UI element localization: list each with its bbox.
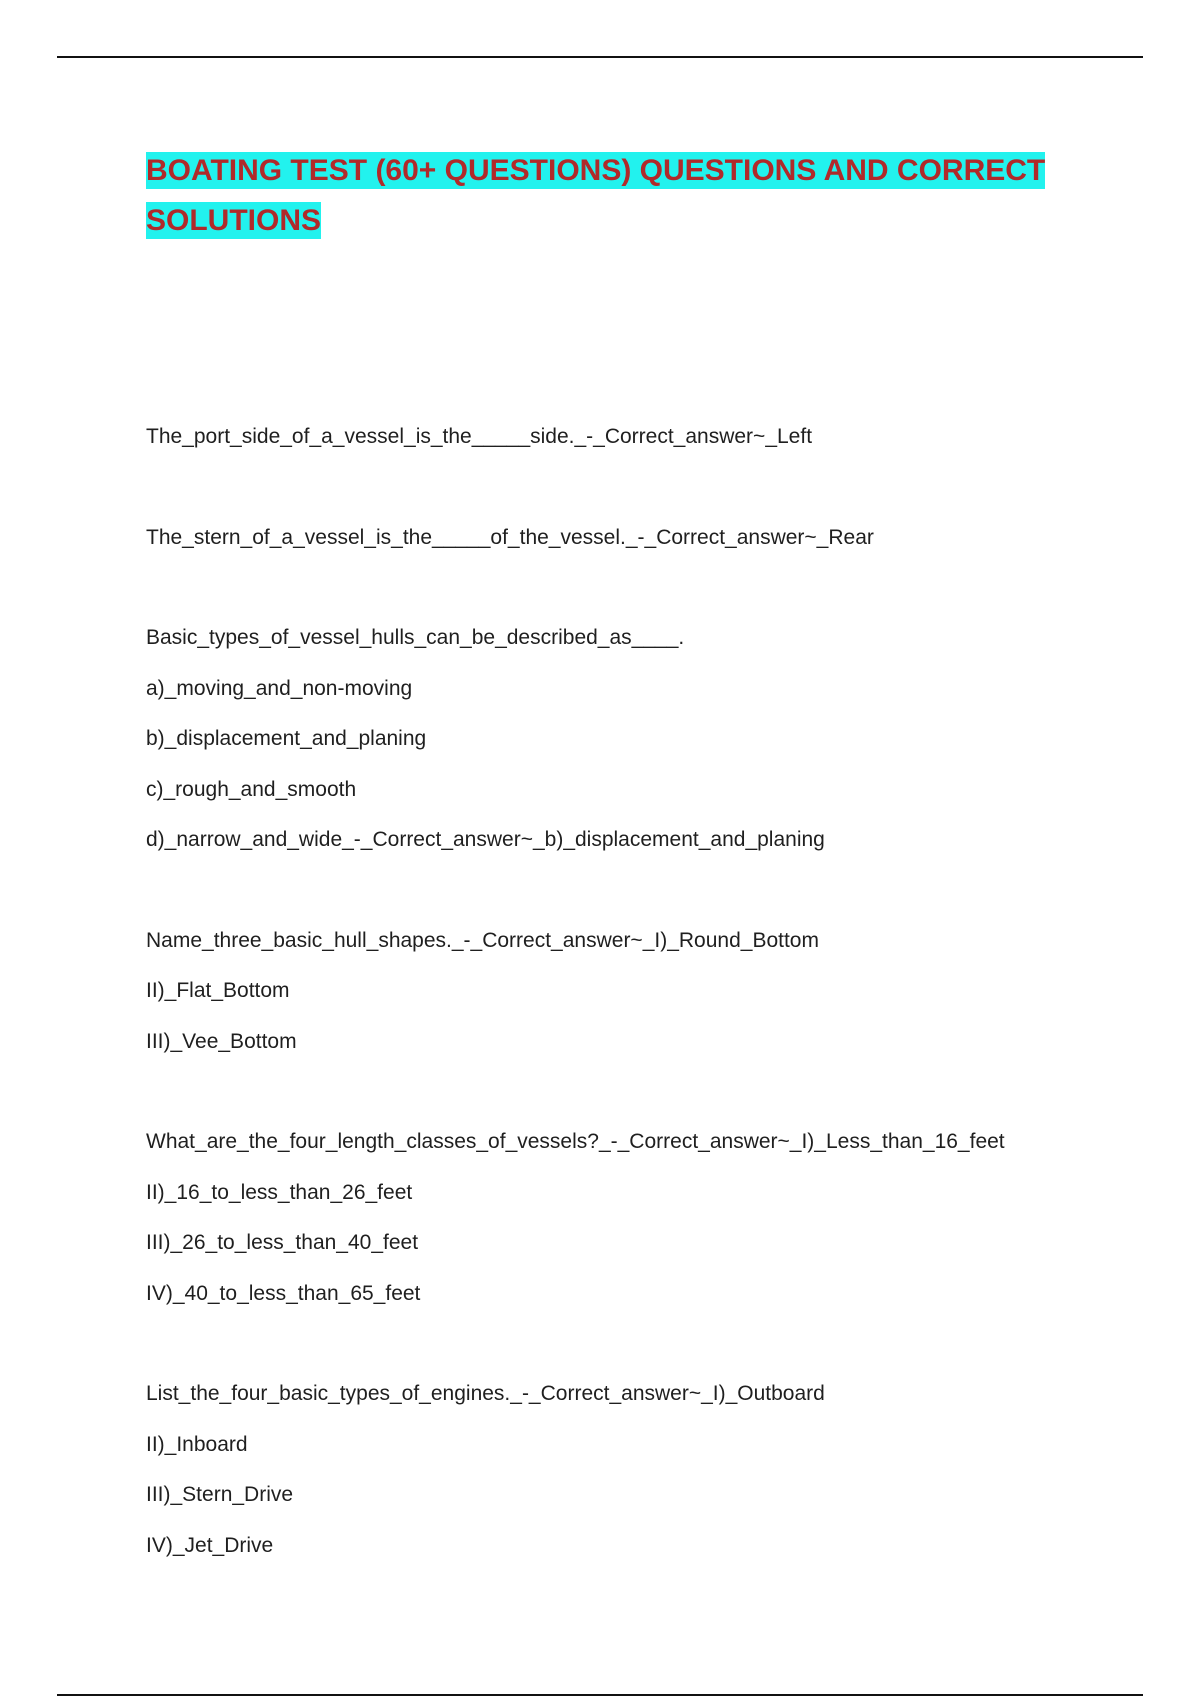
question-line: d)_narrow_and_wide_-_Correct_answer~_b)_displacement_and_planing <box>146 828 825 851</box>
question-list <box>146 412 1106 1621</box>
question-block <box>146 1369 1106 1571</box>
question-text: List_the_four_basic_types_of_engines._-_Correct_answer~_I)_Outboard <box>146 1382 825 1405</box>
question-text: The_stern_of_a_vessel_is_the_____of_the_vessel._-_Correct_answer~_Rear <box>146 525 874 549</box>
question-line: b)_displacement_and_planing <box>146 727 427 750</box>
question-block <box>146 513 1106 564</box>
question-line: III)_Stern_Drive <box>146 1483 294 1506</box>
question-text: What_are_the_four_length_classes_of_vessels?_-_Correct_answer~_I)_Less_than_16_feet <box>146 1130 1005 1153</box>
question-block <box>146 916 1106 1068</box>
question-line: c)_rough_and_smooth <box>146 777 357 801</box>
question-line: II)_Inboard <box>146 1432 248 1456</box>
question-text: Basic_types_of_vessel_hulls_can_be_described_as____. <box>146 626 685 649</box>
question-line: III)_26_to_less_than_40_feet <box>146 1231 419 1254</box>
question-block <box>146 1117 1106 1319</box>
question-line: II)_16_to_less_than_26_feet <box>146 1180 413 1204</box>
header-rule <box>57 56 1143 58</box>
question-line: III)_Vee_Bottom <box>146 1029 297 1053</box>
document-title-text: BOATING TEST (60+ QUESTIONS) QUESTIONS AND CORRECT SOLUTIONS <box>146 154 1046 237</box>
document-title <box>146 146 1046 246</box>
question-block <box>146 613 1106 866</box>
question-block <box>146 412 1106 463</box>
question-text: Name_three_basic_hull_shapes._-_Correct_answer~_I)_Round_Bottom <box>146 928 819 952</box>
footer-rule <box>57 1694 1143 1696</box>
question-line: IV)_Jet_Drive <box>146 1533 274 1557</box>
question-line: II)_Flat_Bottom <box>146 979 290 1002</box>
question-text: The_port_side_of_a_vessel_is_the_____side._-_Correct_answer~_Left <box>146 425 813 448</box>
question-line: IV)_40_to_less_than_65_feet <box>146 1281 421 1305</box>
question-line: a)_moving_and_non-moving <box>146 676 413 700</box>
